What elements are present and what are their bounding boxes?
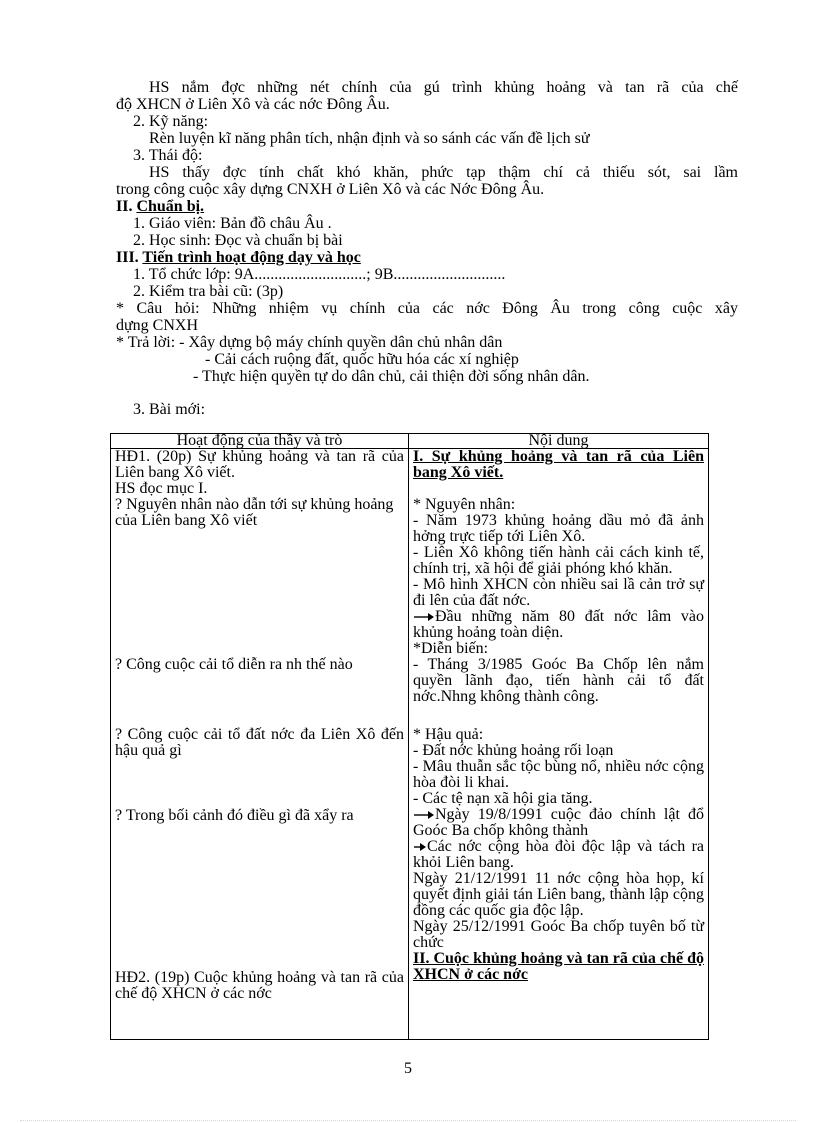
page-number: 5 [404,1060,412,1077]
intro-line-2: độ XHCN ở Liên Xô và các nớc Đông Âu. [116,96,390,113]
development-1: - Tháng 3/1985 Goóc Ba Chốp lên nắm quyền lãnh đạo, tiến hành cải tổ đất nớc.Nhng không thành công. [413,656,704,705]
content-title-1: I. Sự khủng hoảng và tan rã của Liên bang Xô viết. [413,448,704,481]
page-bottom-divider [20,1120,796,1121]
attitude-text-1: HS thấy đợc tính chất khó khăn, phức tạp thậm chí cả thiếu sót, sai lầm [149,164,738,181]
activity-hd2: HĐ2. (19p) Cuộc khủng hoảng và tan rã của chế độ XHCN ở các nớc [115,969,404,1002]
result-heading: * Hậu quả: [413,726,484,743]
activities-cell [111,449,409,1040]
cause-3: - Mô hình XHCN còn nhiều sai lầ cản trở sự đi lên của đất nớc. [413,576,704,609]
prep-teacher: 1. Giáo viên: Bản đồ châu Âu . [133,215,332,232]
column-header-content: Nội dung [409,434,709,449]
column-header-activities: Hoạt động của thầy và trò [111,434,409,449]
arrow-right-icon [413,810,435,820]
section-2-title: Chuẩn bị. [136,198,205,215]
result-1: - Đất nớc khủng hoảng rối loạn [413,742,614,759]
cause-1: - Năm 1973 khủng hoảng dầu mỏ đã ảnh hởng trực tiếp tới Liên Xô. [413,512,704,545]
activity-hd1: HĐ1. (20p) Sự khủng hoảng và tan rã của Liên bang Xô viết. [115,448,404,481]
question-line-2: dựng CNXH [116,317,199,334]
section-3-number: III. [116,249,139,266]
section-3-title: Tiến trình hoạt động dạy và học [142,249,361,266]
attitude-heading: 3. Thái độ: [133,147,203,164]
arrow-right-icon [413,842,427,852]
answer-line-2: - Cải cách ruộng đất, quốc hữu hóa các xí nghiệp [205,351,519,368]
skills-heading: 2. Kỹ năng: [133,113,209,130]
content-title-2: II. Cuộc khủng hoảng và tan rã của chế độ XHCN ở các nớc [413,950,704,983]
skills-text: Rèn luyện kĩ năng phân tích, nhận định và so sánh các vấn đề lịch sử [149,130,590,147]
cause-heading: * Nguyên nhân: [413,496,516,513]
question-cause: ? Nguyên nhân nào dẫn tới sự khủng hoảng của Liên bang Xô viết [115,496,394,529]
result-3: - Các tệ nạn xã hội gia tăng. [413,790,593,807]
table-header-row [111,434,709,449]
attitude-text-2: trong công cuộc xây dựng CNXH ở Liên Xô và các Nớc Đông Âu. [116,181,545,198]
prep-student: 2. Học sinh: Đọc và chuẩn bị bài [133,232,343,249]
table-row [111,449,709,1040]
cause-2: - Liên Xô không tiến hành cải cách kinh tế, chính trị, xã hội để giải phóng khó khăn. [413,544,704,577]
new-lesson-heading: 3. Bài mới: [133,401,206,418]
answer-line-3: - Thực hiện quyền tự do dân chủ, cải thiện đời sống nhân dân. [193,368,590,385]
cause-4: Đầu những năm 80 đất nớc lâm vào khủng hoảng toàn diện. [413,608,704,641]
old-lesson-check: 2. Kiểm tra bài cũ: (3p) [133,283,284,300]
content-cell [409,449,709,1040]
intro-line-1: HS nắm đợc những nét chính của gú trình khủng hoảng và tan rã của chế [149,79,738,96]
section-2-number: II. [116,198,133,215]
event-2: Các nớc cộng hòa đòi độc lập và tách ra khỏi Liên bang. [413,838,704,871]
event-3: Ngày 21/12/1991 11 nớc cộng hòa họp, kí quyết định giải tán Liên bang, thành lập cộng đồng các quốc gia độc lập. [413,870,704,919]
section-3-heading [116,249,361,267]
class-organization: 1. Tổ chức lớp: 9A............................; 9B............................ [133,266,506,283]
event-4: Ngày 25/12/1991 Goóc Ba chốp tuyên bố từ chức [413,918,704,951]
answer-line-1: * Trả lời: - Xây dựng bộ máy chính quyền dân chủ nhân dân [116,334,503,351]
activity-read: HS đọc mục I. [115,480,208,497]
development-heading: *Diễn biến: [413,640,489,657]
question-context: ? Trong bối cảnh đó điều gì đã xẩy ra [115,807,354,824]
event-1: Ngày 19/8/1991 cuộc đảo chính lật đổ Goóc Ba chốp không thành [413,806,704,839]
question-reform: ? Công cuộc cải tổ diễn ra nh thế nào [115,656,353,673]
result-2: - Mâu thuẫn sắc tộc bùng nổ, nhiều nớc cộng hòa đòi li khai. [413,758,704,791]
question-line-1: * Câu hỏi: Những nhiệm vụ chính của các nớc Đông Âu trong công cuộc xây [116,300,738,317]
lesson-table [110,433,709,1040]
arrow-right-icon [413,612,435,622]
question-result: ? Công cuộc cải tổ đất nớc đa Liên Xô đến hậu quả gì [115,726,404,759]
section-2-heading [116,198,204,216]
